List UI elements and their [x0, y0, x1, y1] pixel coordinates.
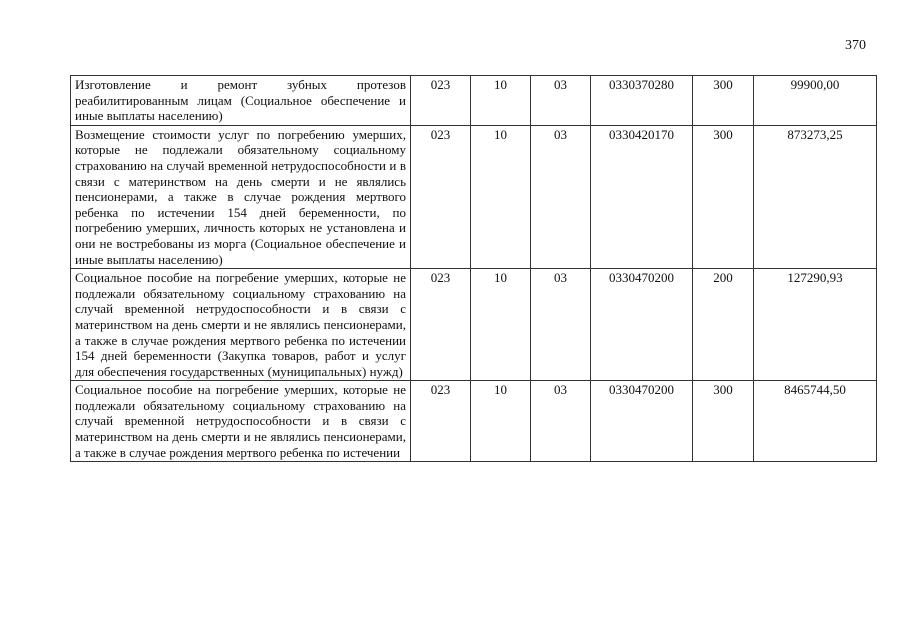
table-row: [71, 76, 877, 126]
row-description: Социальное пособие на погребение умерших, которые не подлежали обязательному социальному страхованию на случай временной нетрудоспособности и в связи с материнством на день смерти и не являлись пенсионерами, а также в случае рождения мертвого ребенка по истечении: [71, 381, 411, 462]
subsection-code: 03: [531, 269, 591, 381]
expense-type-code: 300: [693, 125, 754, 268]
section-code: 10: [471, 76, 531, 126]
ministry-code: 023: [411, 125, 471, 268]
section-code: 10: [471, 125, 531, 268]
row-description: Изготовление и ремонт зубных протезов реабилитированным лицам (Социальное обеспечение и иные выплаты населению): [71, 76, 411, 126]
target-article-code: 0330420170: [591, 125, 693, 268]
row-description: Возмещение стоимости услуг по погребению умерших, которые не подлежали обязательному социальному страхованию на случай временной нетрудоспособности и в связи с материнством на день смерти и не являлись пенсионерами, а также в случае рождения мертвого ребенка по истечении 154 дней беременности, по погребению умерших, личность которых не установлена и они не востребованы из морга (Социальное обеспечение и иные выплаты населению): [71, 125, 411, 268]
target-article-code: 0330370280: [591, 76, 693, 126]
ministry-code: 023: [411, 381, 471, 462]
ministry-code: 023: [411, 269, 471, 381]
amount: 127290,93: [754, 269, 877, 381]
target-article-code: 0330470200: [591, 269, 693, 381]
row-description: Социальное пособие на погребение умерших, которые не подлежали обязательному социальному страхованию на случай временной нетрудоспособности и в связи с материнством на день смерти и не являлись пенсионерами, а также в случае рождения мертвого ребенка по истечении 154 дней беременности (Закупка товаров, работ и услуг для обеспечения государственных (муниципальных) нужд): [71, 269, 411, 381]
expense-type-code: 200: [693, 269, 754, 381]
table-row: [71, 381, 877, 462]
amount: 99900,00: [754, 76, 877, 126]
subsection-code: 03: [531, 76, 591, 126]
section-code: 10: [471, 269, 531, 381]
subsection-code: 03: [531, 125, 591, 268]
expense-type-code: 300: [693, 76, 754, 126]
ministry-code: 023: [411, 76, 471, 126]
budget-table: [70, 75, 877, 462]
expense-type-code: 300: [693, 381, 754, 462]
target-article-code: 0330470200: [591, 381, 693, 462]
subsection-code: 03: [531, 381, 591, 462]
table-row: [71, 269, 877, 381]
amount: 873273,25: [754, 125, 877, 268]
page-number: 370: [845, 38, 866, 53]
section-code: 10: [471, 381, 531, 462]
table-row: [71, 125, 877, 268]
amount: 8465744,50: [754, 381, 877, 462]
